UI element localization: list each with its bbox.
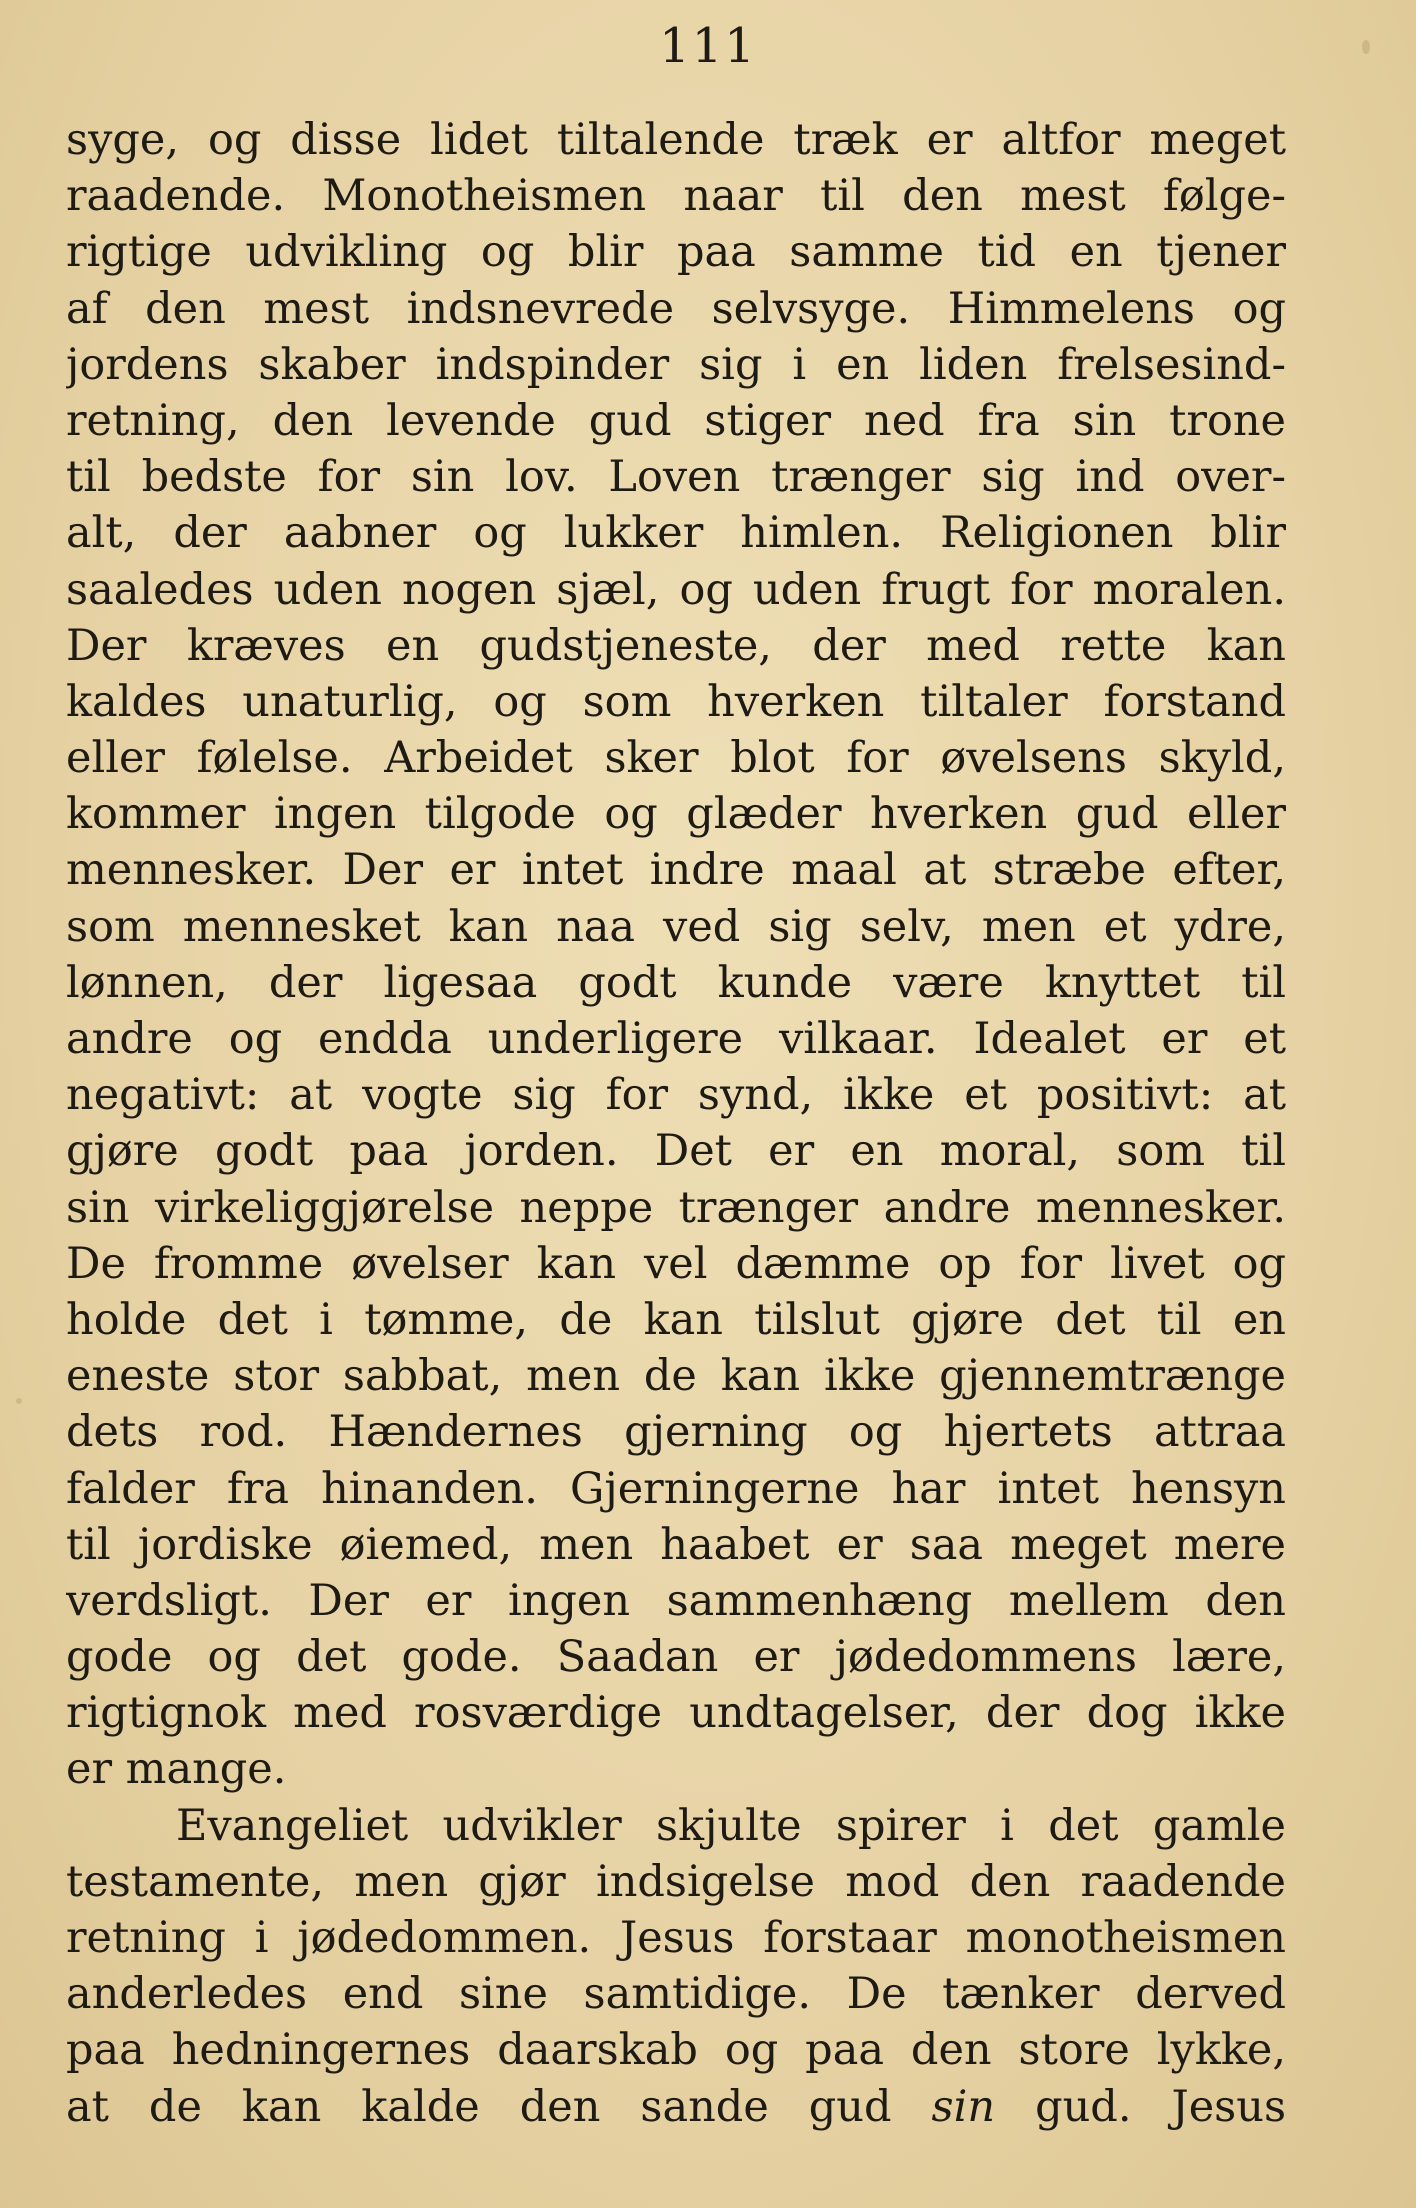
- text-line: gode og det gode. Saadan er jødedommens lære,: [66, 1632, 1286, 1683]
- final-line-start: at de kan kalde den sande gud: [66, 2081, 932, 2132]
- text-line: eneste stor sabbat, men de kan ikke gjennemtrænge: [66, 1351, 1286, 1402]
- text-line: som mennesket kan naa ved sig selv, men et ydre,: [66, 901, 1286, 952]
- text-line: retning, den levende gud stiger ned fra sin trone: [66, 395, 1286, 446]
- body-text: [66, 112, 1286, 2135]
- text-line: af den mest indsnevrede selvsyge. Himmelens og: [66, 283, 1286, 334]
- text-line: syge, og disse lidet tiltalende træk er altfor meget: [66, 115, 1286, 165]
- text-line: anderledes end sine samtidige. De tænker derved: [66, 1969, 1286, 2020]
- text-line: andre og endda underligere vilkaar. Idealet er et: [66, 1014, 1286, 1064]
- text-line: verdsligt. Der er ingen sammenhæng mellem den: [66, 1575, 1286, 1626]
- text-line: jordens skaber indspinder sig i en liden frelsesind-: [66, 339, 1286, 390]
- text-line: til jordiske øiemed, men haabet er saa meget mere: [66, 1519, 1286, 1570]
- text-line: rigtige udvikling og blir paa samme tid en tjener: [66, 227, 1286, 278]
- text-line: mennesker. Der er intet indre maal at stræbe efter,: [66, 845, 1286, 896]
- final-line-end: gud. Jesus: [995, 2081, 1286, 2132]
- text-line: til bedste for sin lov. Loven trænger sig ind over-: [66, 452, 1286, 503]
- text-line: De fromme øvelser kan vel dæmme op for livet og: [66, 1238, 1286, 1289]
- text-line: retning i jødedommen. Jesus forstaar monotheismen: [66, 1913, 1286, 1963]
- paragraph-end-line: er mange.: [66, 1744, 287, 1795]
- text-line: testamente, men gjør indsigelse mod den raadende: [66, 1856, 1286, 1907]
- text-line: negativt: at vogte sig for synd, ikke et positivt: at: [66, 1070, 1286, 1121]
- text-line: gjøre godt paa jorden. Det er en moral, som til: [66, 1126, 1286, 1177]
- text-line: raadende. Monotheismen naar til den mest følge-: [66, 171, 1286, 222]
- text-line: eller følelse. Arbeidet sker blot for øvelsens skyld,: [66, 733, 1286, 784]
- text-line: lønnen, der ligesaa godt kunde være knyttet til: [66, 957, 1286, 1008]
- text-line: paa hedningernes daarskab og paa den store lykke,: [66, 2025, 1286, 2076]
- text-line: dets rod. Hændernes gjerning og hjertets attraa: [66, 1407, 1286, 1458]
- text-line: kommer ingen tilgode og glæder hverken gud eller: [66, 789, 1286, 840]
- paper-spot: [16, 1398, 22, 1404]
- text-line: falder fra hinanden. Gjerningerne har intet hensyn: [66, 1463, 1286, 1514]
- final-text-line: [66, 2079, 1286, 2135]
- italic-word: sin: [931, 2081, 996, 2132]
- text-line: alt, der aabner og lukker himlen. Religionen blir: [66, 508, 1286, 559]
- text-line: kaldes unaturlig, og som hverken tiltaler forstand: [66, 676, 1286, 727]
- page-number: 111: [659, 18, 757, 74]
- text-line: Der kræves en gudstjeneste, der med rette kan: [66, 620, 1286, 671]
- text-line: saaledes uden nogen sjæl, og uden frugt for moralen.: [66, 564, 1286, 615]
- text-line: holde det i tømme, de kan tilslut gjøre det til en: [66, 1294, 1286, 1345]
- text-line: rigtignok med rosværdige undtagelser, der dog ikke: [66, 1688, 1286, 1739]
- text-line: sin virkeliggjørelse neppe trænger andre mennesker.: [66, 1182, 1286, 1233]
- paragraph-start-line: Evangeliet udvikler skjulte spirer i det gamle: [176, 1800, 1286, 1851]
